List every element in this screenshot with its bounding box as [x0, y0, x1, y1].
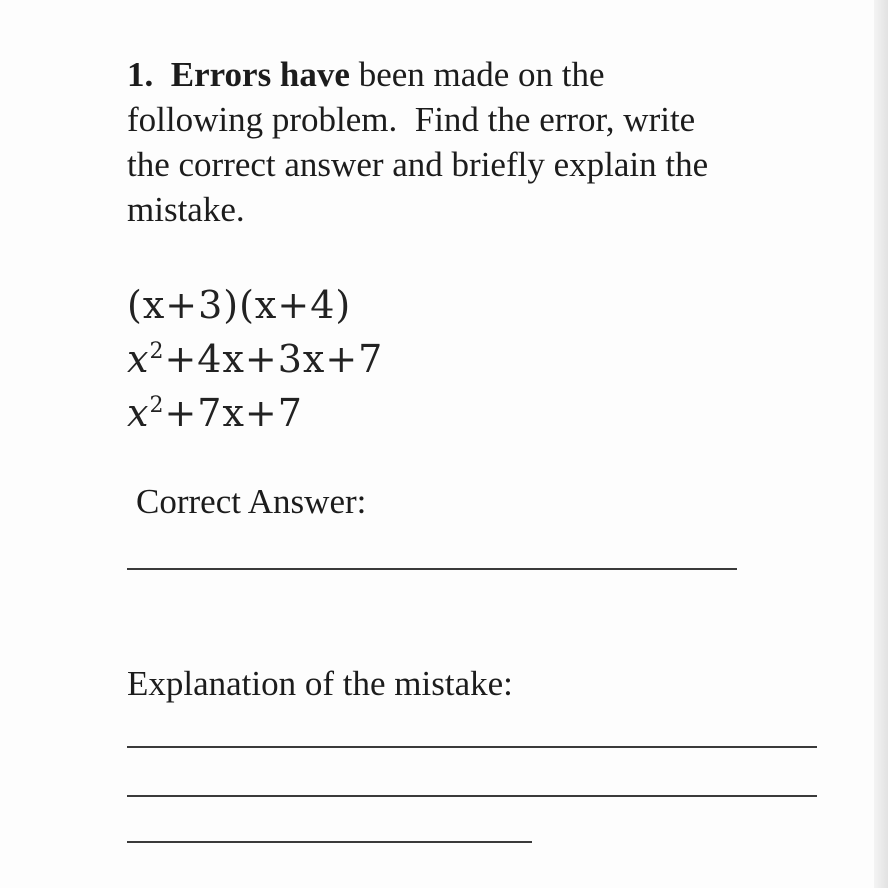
question-line-3: the correct answer and briefly explain the — [127, 145, 709, 184]
work-step-3-variable: x — [127, 391, 150, 435]
correct-answer-blank[interactable] — [127, 568, 737, 570]
question-line-1-rest: been made on the — [358, 55, 605, 94]
question-number: 1. — [127, 55, 154, 94]
question-line-4: mistake. — [127, 190, 245, 229]
work-step-2-variable: x — [127, 337, 150, 381]
work-step-1 — [127, 278, 383, 332]
work-step-3 — [127, 386, 383, 440]
question-line-2: following problem. Find the error, write — [127, 100, 696, 139]
work-step-1-expression: (x+3)(x+4) — [127, 283, 352, 327]
work-step-3-exponent: 2 — [149, 393, 165, 418]
work-step-2-exponent: 2 — [149, 339, 165, 364]
work-step-2 — [127, 332, 383, 386]
work-step-3-rest: +7x+7 — [164, 391, 303, 435]
explanation-blank-1[interactable] — [127, 746, 817, 748]
explanation-blank-3[interactable] — [127, 841, 532, 843]
explanation-label: Explanation of the mistake: — [127, 664, 513, 703]
question-bold-phrase: Errors have — [170, 55, 350, 94]
explanation-blank-2[interactable] — [127, 795, 817, 797]
question-prompt — [127, 52, 817, 232]
student-work — [127, 278, 383, 440]
correct-answer-label: Correct Answer: — [136, 482, 367, 521]
question-line-1 — [127, 52, 817, 97]
work-step-2-rest: +4x+3x+7 — [164, 337, 384, 381]
